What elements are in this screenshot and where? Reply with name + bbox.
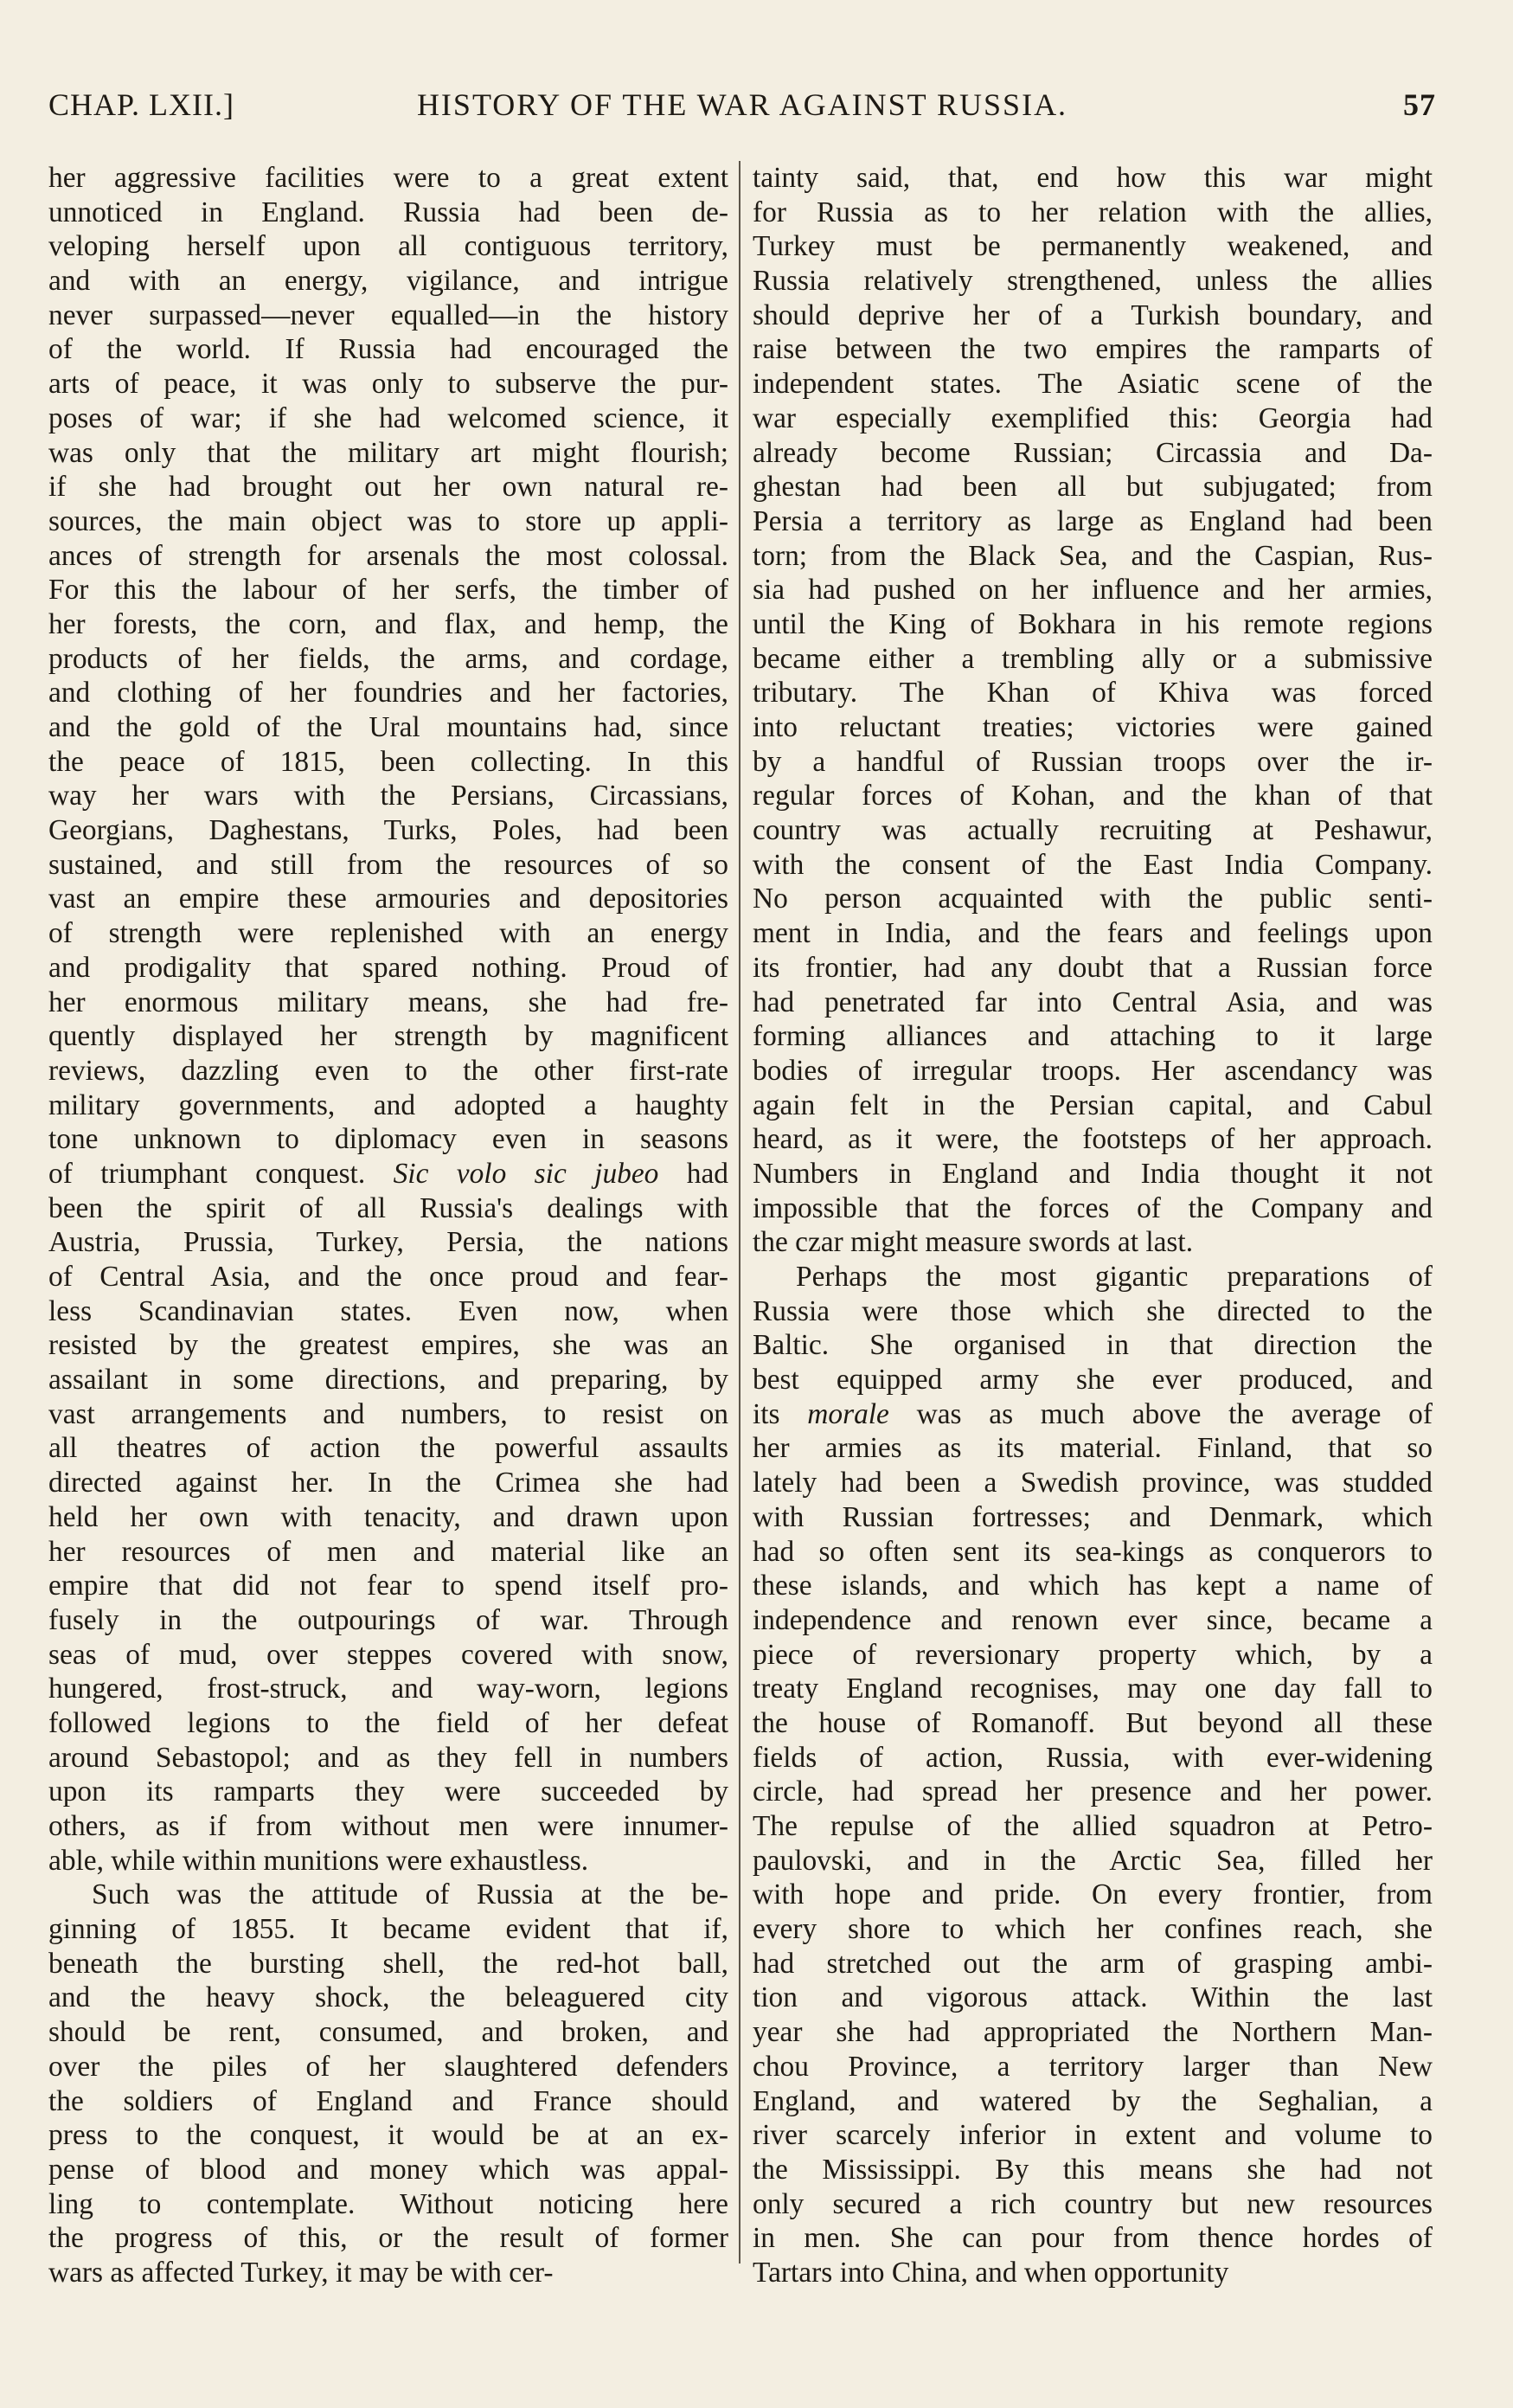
text-line: around Sebastopol; and as they fell in numbers [48, 1741, 728, 1774]
text-line: tributary. The Khan of Khiva was forced [753, 677, 1433, 710]
text-line: every shore to which her confines reach, she [753, 1913, 1433, 1946]
text-line: Georgians, Daghestans, Turks, Poles, had been [48, 814, 728, 847]
text-line: and clothing of her foundries and her factories, [48, 677, 728, 710]
text-line: For this the labour of her serfs, the timber of [48, 574, 728, 607]
text-line: heard, as it were, the footsteps of her approach. [753, 1123, 1433, 1156]
text-line: never surpassed—never equalled—in the history [48, 299, 728, 331]
text-line: unnoticed in England. Russia had been de- [48, 196, 728, 228]
text-line: was only that the military art might flourish; [48, 436, 728, 469]
text-line: the peace of 1815, been collecting. In this [48, 745, 728, 778]
text-line: arts of peace, it was only to subserve the pur- [48, 368, 728, 401]
text-line: of Central Asia, and the once proud and fear- [48, 1261, 728, 1293]
text-line: the house of Romanoff. But beyond all these [753, 1706, 1433, 1739]
text-line: wars as affected Turkey, it may be with cer- [48, 2256, 554, 2289]
text-line: best equipped army she ever produced, and [753, 1364, 1433, 1397]
running-header [48, 87, 1436, 138]
text-line: sia had pushed on her influence and her armies, [753, 574, 1433, 607]
text-line: England, and watered by the Seghalian, a [753, 2084, 1433, 2117]
text-line: press to the conquest, it would be at an ex- [48, 2119, 728, 2152]
text-line: been the spirit of all Russia's dealings with [48, 1191, 728, 1224]
text-line: these islands, and which has kept a name of [753, 1570, 1433, 1602]
text-line: piece of reversionary property which, by a [753, 1638, 1433, 1671]
text-line: became either a trembling ally or a submissive [753, 642, 1433, 675]
text-line: for Russia as to her relation with the allies, [753, 196, 1433, 228]
text-line: Baltic. She organised in that direction the [753, 1329, 1433, 1362]
text-line: her armies as its material. Finland, that so [753, 1432, 1433, 1465]
text-line: fields of action, Russia, with ever-widening [753, 1741, 1433, 1774]
text-line: war especially exemplified this: Georgia had [753, 401, 1433, 434]
text-line: seas of mud, over steppes covered with snow, [48, 1638, 728, 1671]
text-line: the czar might measure swords at last. [753, 1226, 1194, 1259]
left-text-column [48, 161, 728, 2290]
text-line: should deprive her of a Turkish boundary, and [753, 299, 1433, 331]
text-line: fusely in the outpourings of war. Through [48, 1603, 728, 1636]
text-line: over the piles of her slaughtered defenders [48, 2050, 728, 2083]
right-text-column [753, 161, 1433, 2290]
text-line: raise between the two empires the ramparts of [753, 333, 1433, 366]
text-line: again felt in the Persian capital, and Cabul [753, 1088, 1433, 1121]
text-line: tion and vigorous attack. Within the last [753, 1981, 1433, 2014]
text-line: military governments, and adopted a haughty [48, 1088, 728, 1121]
column-divider [739, 161, 740, 2264]
text-line: lately had been a Swedish province, was studded [753, 1467, 1433, 1499]
text-line: into reluctant treaties; victories were gained [753, 711, 1433, 743]
text-line: poses of war; if she had welcomed science, it [48, 401, 728, 434]
text-line: and prodigality that spared nothing. Proud of [48, 951, 728, 984]
text-line: others, as if from without men were innumer- [48, 1810, 728, 1842]
text-line: forming alliances and attaching to it large [753, 1020, 1433, 1053]
text-line: Turkey must be permanently weakened, and [753, 230, 1433, 263]
text-line: circle, had spread her presence and her power. [753, 1775, 1433, 1808]
text-line: independence and renown ever since, became a [753, 1603, 1433, 1636]
text-line: able, while within munitions were exhaustless. [48, 1844, 589, 1877]
text-line: only secured a rich country but new resources [753, 2187, 1433, 2220]
text-line: by a handful of Russian troops over the ir- [753, 745, 1433, 778]
text-line: her forests, the corn, and flax, and hemp, the [48, 607, 728, 640]
text-line: Austria, Prussia, Turkey, Persia, the nations [48, 1226, 728, 1259]
text-line: way her wars with the Persians, Circassians, [48, 780, 728, 812]
text-line: Numbers in England and India thought it not [753, 1157, 1433, 1190]
text-line: with the consent of the East India Company. [753, 848, 1433, 881]
text-line: should be rent, consumed, and broken, and [48, 2016, 728, 2049]
text-line: the Mississippi. By this means she had not [753, 2153, 1433, 2186]
text-line: regular forces of Kohan, and the khan of that [753, 780, 1433, 812]
text-line: and the heavy shock, the beleaguered city [48, 1981, 728, 2014]
text-line: sources, the main object was to store up appli- [48, 504, 728, 537]
text-line: held her own with tenacity, and drawn upon [48, 1500, 728, 1533]
text-line: sustained, and still from the resources of so [48, 848, 728, 881]
text-line: year she had appropriated the Northern Man- [753, 2016, 1433, 2049]
text-line: the soldiers of England and France should [48, 2084, 728, 2117]
text-line: ances of strength for arsenals the most colossal. [48, 539, 728, 572]
text-line: Persia a territory as large as England had been [753, 504, 1433, 537]
text-line: had penetrated far into Central Asia, and was [753, 986, 1433, 1018]
text-line: veloping herself upon all contiguous territory, [48, 230, 728, 263]
text-line: reviews, dazzling even to the other first-rate [48, 1054, 728, 1087]
text-line: Such was the attitude of Russia at the be- [92, 1878, 728, 1911]
text-line: paulovski, and in the Arctic Sea, filled her [753, 1844, 1433, 1877]
text-line: its frontier, had any doubt that a Russian force [753, 951, 1433, 984]
text-line: and with an energy, vigilance, and intrigue [48, 265, 728, 298]
text-line: vast arrangements and numbers, to resist on [48, 1397, 728, 1430]
text-line: followed legions to the field of her defeat [48, 1706, 728, 1739]
text-line: ghestan had been all but subjugated; from [753, 471, 1433, 504]
text-line: her enormous military means, she had fre- [48, 986, 728, 1018]
text-line: quently displayed her strength by magnificent [48, 1020, 728, 1053]
page-number: 57 [1403, 87, 1436, 122]
text-line: its morale was as much above the average of [753, 1397, 1433, 1430]
text-line: in men. She can pour from thence hordes of [753, 2222, 1433, 2255]
text-line: pense of blood and money which was appal- [48, 2153, 728, 2186]
text-line: products of her fields, the arms, and cordage, [48, 642, 728, 675]
text-line: Tartars into China, and when opportunity [753, 2256, 1229, 2289]
text-line: upon its ramparts they were succeeded by [48, 1775, 728, 1808]
text-line: and the gold of the Ural mountains had, since [48, 711, 728, 743]
text-line: vast an empire these armouries and depositories [48, 883, 728, 915]
text-line: the progress of this, or the result of former [48, 2222, 728, 2255]
text-line: resisted by the greatest empires, she was an [48, 1329, 728, 1362]
text-line: less Scandinavian states. Even now, when [48, 1294, 728, 1327]
text-line: ginning of 1855. It became evident that if, [48, 1913, 728, 1946]
text-line: chou Province, a territory larger than New [753, 2050, 1433, 2083]
text-line: bodies of irregular troops. Her ascendancy was [753, 1054, 1433, 1087]
text-line: torn; from the Black Sea, and the Caspian, Rus- [753, 539, 1433, 572]
text-line: assailant in some directions, and preparing, by [48, 1364, 728, 1397]
text-line: beneath the bursting shell, the red-hot ball, [48, 1947, 728, 1980]
text-line: already become Russian; Circassia and Da- [753, 436, 1433, 469]
text-line: impossible that the forces of the Company and [753, 1191, 1433, 1224]
text-line: Perhaps the most gigantic preparations of [796, 1261, 1433, 1293]
text-line: treaty England recognises, may one day fall to [753, 1673, 1433, 1705]
text-line: country was actually recruiting at Peshawur, [753, 814, 1433, 847]
text-line: The repulse of the allied squadron at Petro- [753, 1810, 1433, 1842]
text-line: with Russian fortresses; and Denmark, which [753, 1500, 1433, 1533]
text-line: Russia were those which she directed to the [753, 1294, 1433, 1327]
text-line: ment in India, and the fears and feelings upon [753, 917, 1433, 950]
text-line: until the King of Bokhara in his remote regions [753, 607, 1433, 640]
text-line: had stretched out the arm of grasping ambi- [753, 1947, 1433, 1980]
text-line: all theatres of action the powerful assaults [48, 1432, 728, 1465]
text-line: if she had brought out her own natural re- [48, 471, 728, 504]
text-line: river scarcely inferior in extent and volume to [753, 2119, 1433, 2152]
text-line: independent states. The Asiatic scene of the [753, 368, 1433, 401]
text-line: with hope and pride. On every frontier, from [753, 1878, 1433, 1911]
text-line: her resources of men and material like an [48, 1535, 728, 1568]
text-line: No person acquainted with the public senti- [753, 883, 1433, 915]
text-line: of strength were replenished with an energy [48, 917, 728, 950]
text-line: tone unknown to diplomacy even in seasons [48, 1123, 728, 1156]
text-line: ling to contemplate. Without noticing here [48, 2187, 728, 2220]
text-line: had so often sent its sea-kings as conquerors to [753, 1535, 1433, 1568]
text-line: empire that did not fear to spend itself pro- [48, 1570, 728, 1602]
chapter-label: CHAP. LXII.] [48, 87, 234, 122]
text-line: Russia relatively strengthened, unless the allies [753, 265, 1433, 298]
text-line: tainty said, that, end how this war might [753, 162, 1433, 194]
text-line: directed against her. In the Crimea she had [48, 1467, 728, 1499]
text-line: her aggressive facilities were to a great extent [48, 162, 728, 194]
text-line: of triumphant conquest. Sic volo sic jubeo had [48, 1157, 728, 1190]
text-line: of the world. If Russia had encouraged the [48, 333, 728, 366]
text-line: hungered, frost-struck, and way-worn, legions [48, 1673, 728, 1705]
page-title: HISTORY OF THE WAR AGAINST RUSSIA. [416, 87, 1068, 122]
